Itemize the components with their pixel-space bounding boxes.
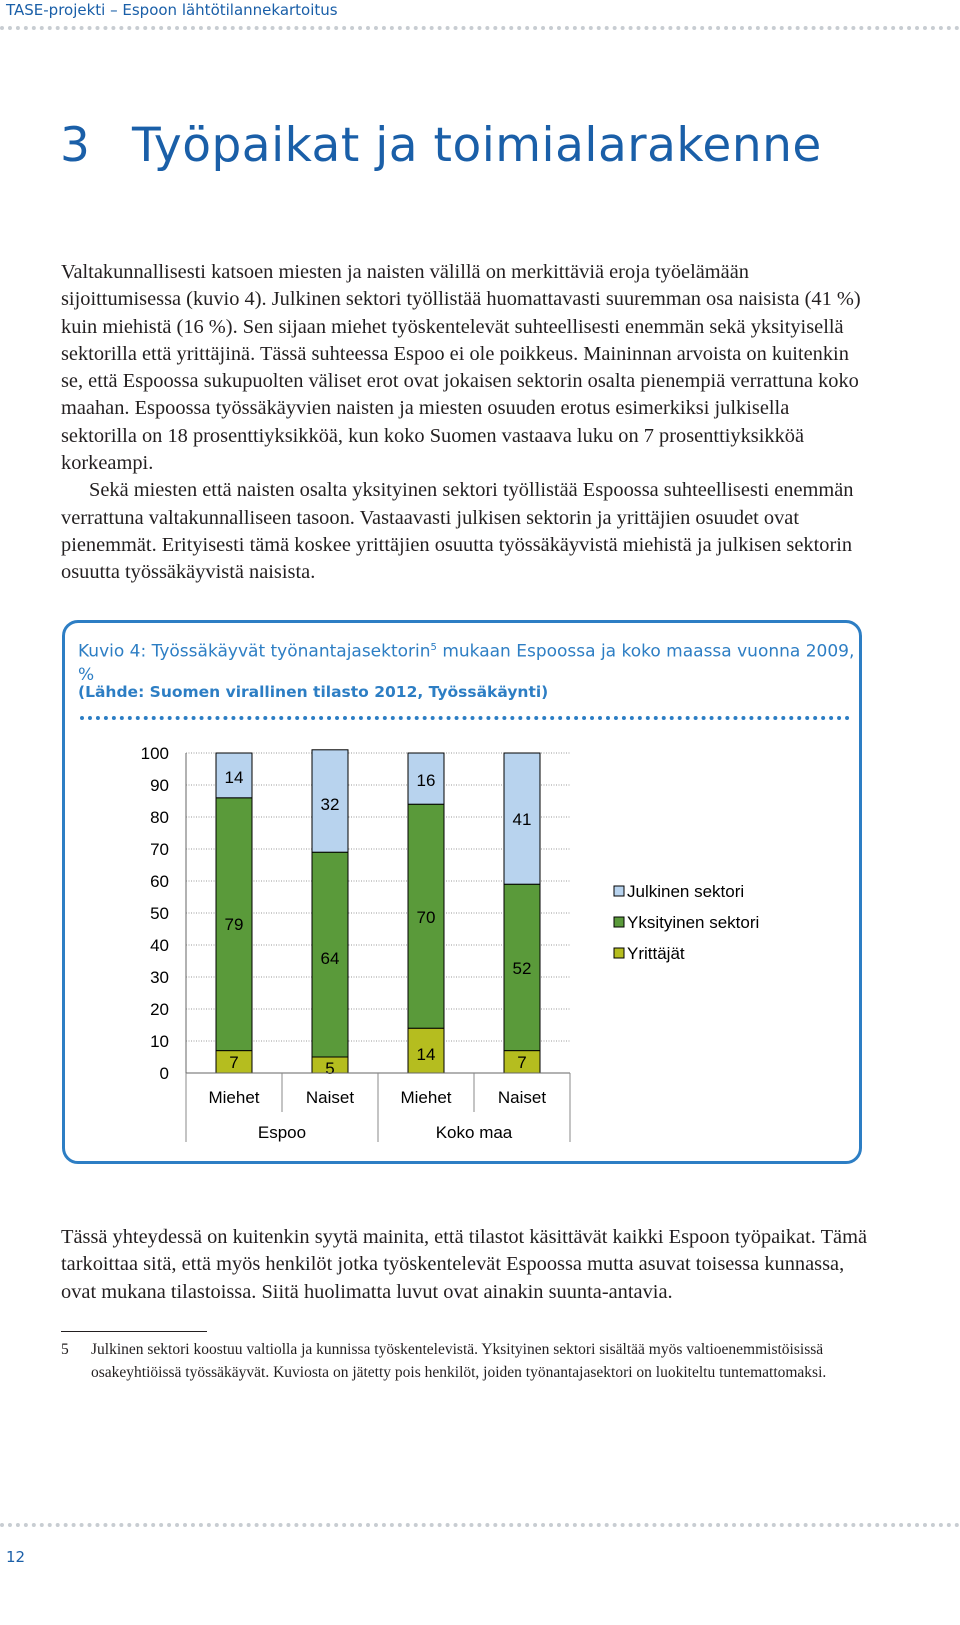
y-tick-label: 20 <box>150 1000 169 1019</box>
closing-text <box>61 1224 869 1306</box>
data-label: 5 <box>325 1059 335 1078</box>
data-label: 41 <box>512 810 532 829</box>
page-number: 12 <box>6 1548 26 1566</box>
data-label: 7 <box>229 1053 239 1072</box>
chart-legend <box>614 882 759 963</box>
legend-swatch <box>614 948 624 958</box>
paragraph-3: Tässä yhteydessä on kuitenkin syytä mainita, että tilastot käsittävät kaikki Espoon työpaikat. Tämä tarkoittaa sitä, että myös henkilöt jotka työskentelevät Espoossa mutta asuvat toisessa kunnassa, ovat mukana tilastoissa. Siitä huolimatta luvut ovat ainakin suunta-antavia. <box>61 1226 868 1303</box>
paragraph-2: Sekä miesten että naisten osalta yksityinen sektori työllistää Espoossa suhteellisesti enemmän verrattuna valtakunnalliseen tasoon. Vastaavasti julkisen sektorin ja yrittäjien osuudet ovat pienemmät. Erityisesti tämä koskee yrittäjien osuutta työssäkäyvistä miehistä ja julkisen sektorin osuutta työssäkäyvistä naisista. <box>61 479 854 584</box>
data-label: 7 <box>517 1053 527 1072</box>
y-tick-label: 90 <box>150 776 169 795</box>
data-label: 14 <box>224 768 244 787</box>
y-tick-label: 30 <box>150 968 169 987</box>
footnote <box>61 1339 871 1384</box>
footnote-rule <box>61 1331 207 1332</box>
data-label: 14 <box>416 1045 436 1064</box>
paragraph-1: Valtakunnallisesti katsoen miesten ja naisten välillä on merkittäviä eroja työelämään sijoittumisessa (kuvio 4). Julkinen sektori työllistää huomattavasti suuremman osa naisista (41 %) kuin miehistä (16 %). Sen sijaan miehet työskentelevät suhteellisesti enemmän sekä yksityisellä sektorilla että yrittäjinä. Tässä suhteessa Espoo ei ole poikkeus. Maininnan arvoista on kuitenkin se, että Espoossa sukupuolten väliset erot ovat jokaisen sektorin osalta pienempiä verrattuna koko maahan. Espoossa työssäkäyvien naisten ja miesten osuuden erotus esimerkiksi julkisella sektorilla on 18 prosenttiyksikköä, kun koko Suomen vastaava luku on 7 prosenttiyksikköä korkeampi. <box>61 261 861 475</box>
data-label: 79 <box>224 915 244 934</box>
y-tick-label: 70 <box>150 840 169 859</box>
data-label: 70 <box>416 908 436 927</box>
chart-data-labels <box>225 768 532 1078</box>
chapter-title: Työpaikat ja toimialarakenne <box>132 118 822 173</box>
legend-swatch <box>614 886 624 896</box>
x-group-label: Espoo <box>257 1123 307 1142</box>
footer-dotted-divider <box>0 1523 960 1527</box>
figure-title: Kuvio 4: Työssäkäyvät työnantajasektorin$^5$ mukaan Espoossa ja koko maassa vuonna 2009, % <box>78 641 855 685</box>
footnote-number: 5 <box>61 1341 69 1358</box>
data-label: 16 <box>416 771 436 790</box>
legend-swatch <box>614 917 624 927</box>
figure-footnote-ref: 5 <box>430 642 437 653</box>
x-category-label: Naiset <box>497 1088 547 1107</box>
y-tick-label: 50 <box>150 904 169 923</box>
y-tick-label: 80 <box>150 808 169 827</box>
data-label: 32 <box>320 795 340 814</box>
data-label: 64 <box>320 949 340 968</box>
x-category-label: Miehet <box>208 1088 260 1107</box>
legend-label: Yrittäjät <box>627 944 685 963</box>
chapter-number: 3 <box>60 118 91 173</box>
y-tick-label: 40 <box>150 936 169 955</box>
y-tick-label: 10 <box>150 1032 169 1051</box>
y-tick-label: 60 <box>150 872 169 891</box>
figure-source: (Lähde: Suomen virallinen tilasto 2012, Työssäkäynti) <box>78 683 549 701</box>
x-category-label: Miehet <box>400 1088 452 1107</box>
data-label: 52 <box>512 959 532 978</box>
legend-label: Yksityinen sektori <box>627 913 760 932</box>
footnote-text: Julkinen sektori koostuu valtiolla ja kunnissa työskentelevistä. Yksityinen sektori sisältää myös valtioenemmistöisissä osakeyhtiöissä työssäkäyvät. Kuviosta on jätetty pois henkilöt, joiden työnantajasektori on luokiteltu tuntemattomaksi. <box>91 1341 827 1381</box>
running-header-title: TASE-projekti – Espoon lähtötilannekartoitus <box>6 1 338 19</box>
y-tick-label: 0 <box>159 1064 169 1083</box>
x-group-label: Koko maa <box>435 1123 513 1142</box>
x-category-label: Naiset <box>305 1088 355 1107</box>
legend-label: Julkinen sektori <box>627 882 745 901</box>
y-tick-label: 100 <box>140 744 169 763</box>
chart-bars <box>216 750 540 1073</box>
